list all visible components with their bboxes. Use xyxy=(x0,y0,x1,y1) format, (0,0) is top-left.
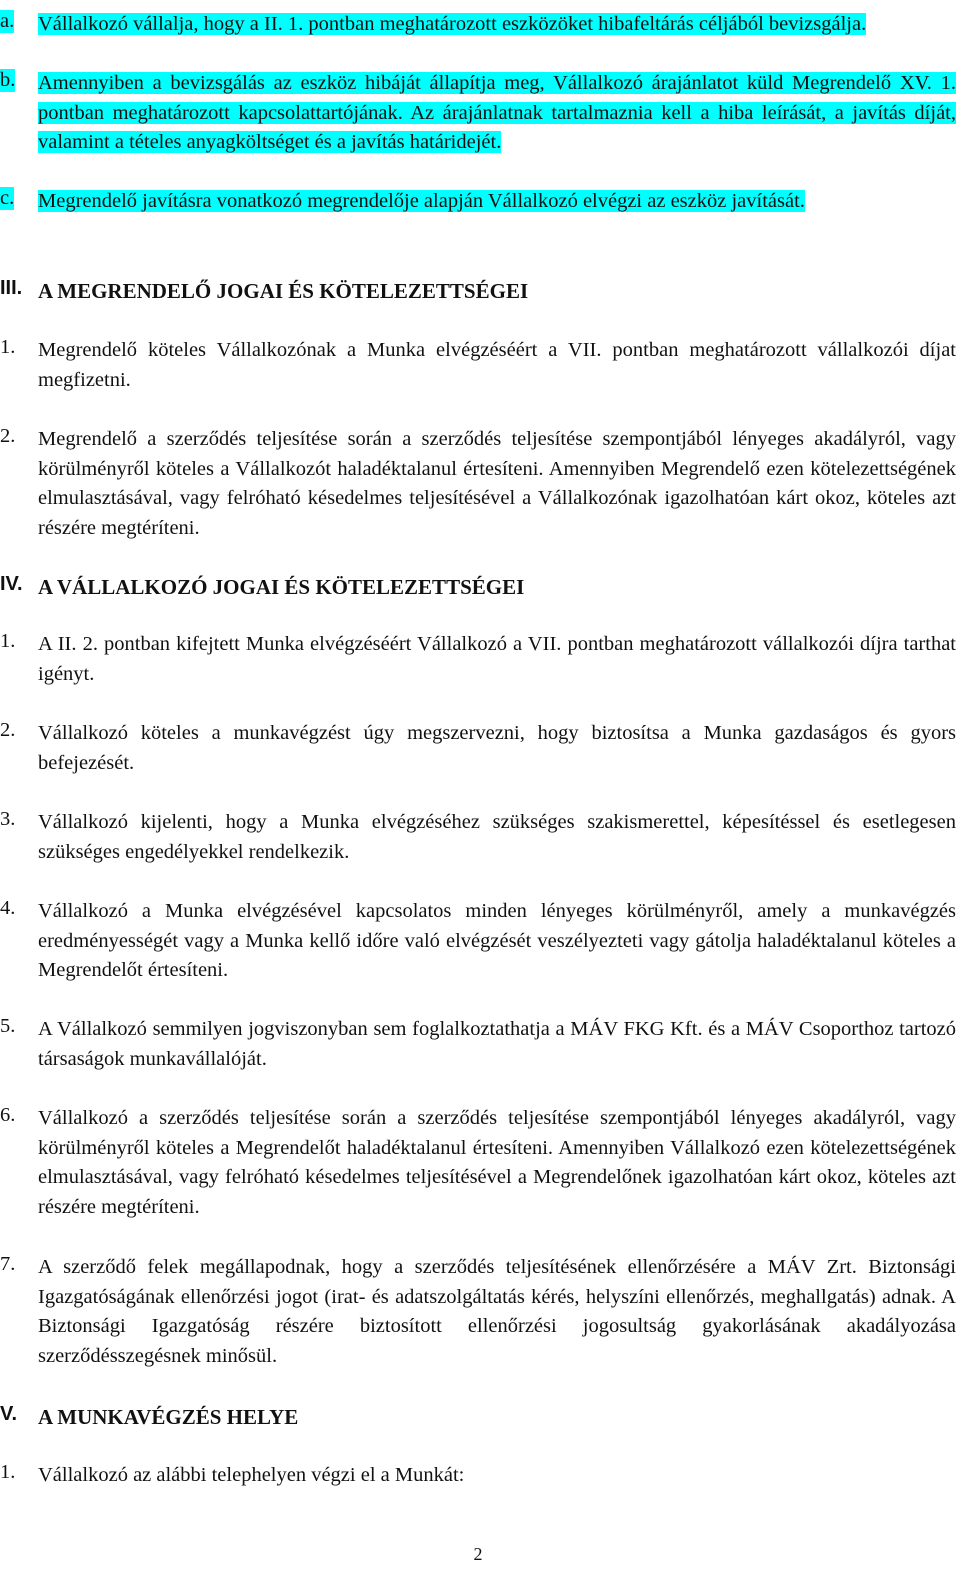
section-number: V. xyxy=(0,1403,18,1425)
list-item-text: Megrendelő javításra vonatkozó megrendelője alapján Vállalkozó elvégzi az eszköz javítását. xyxy=(38,190,805,212)
item-text: Vállalkozó a szerződés teljesítése során a szerződés teljesítése szempontjából lényeges akadályról, vagy körülményről köteles a Megrendelőt haladéktalanul értesíteni. Amennyiben Vállalkozó ezen kötelezettségének elmulasztásával, vagy felróható késedelmes teljesítésével a Megrendelőnek igazolhatóan kárt okoz, köteles azt részére megtéríteni. xyxy=(38,1107,956,1218)
numbered-item xyxy=(0,1015,956,1074)
item-text: Vállalkozó kijelenti, hogy a Munka elvégzéséhez szükséges szakismerettel, képesítéssel és esetlegesen szükséges engedélyekkel rendelkezik. xyxy=(38,811,956,863)
item-text: Vállalkozó a Munka elvégzésével kapcsolatos minden lényeges körülményről, amely a munkavégzés eredményességét vagy a Munka kellő időre való elvégzését veszélyezteti vagy gátolja haladéktalanul köteles a Megrendelőt értesíteni. xyxy=(38,900,956,981)
item-number: 1. xyxy=(0,1461,16,1483)
item-text: A II. 2. pontban kifejtett Munka elvégzéséért Vállalkozó a VII. pontban meghatározott vállalkozói díjra tarthat igényt. xyxy=(38,633,956,685)
item-text: A Vállalkozó semmilyen jogviszonyban sem foglalkoztathatja a MÁV FKG Kft. és a MÁV Csoporthoz tartozó társaságok munkavállalóját. xyxy=(38,1018,956,1070)
item-text: Vállalkozó az alábbi telephelyen végzi el a Munkát: xyxy=(38,1464,465,1486)
section-heading-3 xyxy=(0,277,956,307)
numbered-item xyxy=(0,808,956,867)
section-title: A MUNKAVÉGZÉS HELYE xyxy=(38,1405,299,1429)
item-number: 1. xyxy=(0,630,16,652)
list-marker: a. xyxy=(0,10,15,32)
list-marker: c. xyxy=(0,187,15,209)
numbered-item xyxy=(0,897,956,986)
section-heading-5 xyxy=(0,1403,956,1433)
item-text: A szerződő felek megállapodnak, hogy a szerződés teljesítésének ellenőrzésére a MÁV Zrt. Biztonsági Igazgatóságának ellenőrzési jogot (irat- és adatszolgáltatás kérés, helyszíni ellenőrzés, meghallgatás) adnak. A Biztonsági Igazgatóság részére biztosított ellenőrzési jogosultság gyakorlásának akadályozása szerződésszegésnek minősül. xyxy=(38,1256,956,1367)
numbered-item xyxy=(0,336,956,395)
item-number: 4. xyxy=(0,897,16,919)
section-title: A MEGRENDELŐ JOGAI ÉS KÖTELEZETTSÉGEI xyxy=(38,279,529,303)
numbered-item xyxy=(0,1461,956,1491)
numbered-item xyxy=(0,425,956,543)
list-item-a xyxy=(0,10,956,40)
item-number: 6. xyxy=(0,1104,16,1126)
list-item-text: Vállalkozó vállalja, hogy a II. 1. pontban meghatározott eszközöket hibafeltárás céljából bevizsgálja. xyxy=(38,13,867,35)
section-number: IV. xyxy=(0,573,23,595)
item-number: 5. xyxy=(0,1015,16,1037)
list-item-text: Amennyiben a bevizsgálás az eszköz hibáját állapítja meg, Vállalkozó árajánlatot küld Megrendelő XV. 1. pontban meghatározott kapcsolattartójának. Az árajánlatnak tartalmaznia kell a hiba leírását, a javítás díját, valamint a tételes anyagköltséget és a javítás határidejét. xyxy=(38,72,956,153)
list-marker: b. xyxy=(0,69,16,91)
numbered-item xyxy=(0,719,956,778)
item-number: 2. xyxy=(0,719,16,741)
numbered-item xyxy=(0,1253,956,1371)
item-number: 7. xyxy=(0,1253,16,1275)
page-number: 2 xyxy=(473,1544,483,1564)
section-number: III. xyxy=(0,277,23,299)
item-text: Megrendelő köteles Vállalkozónak a Munka elvégzéséért a VII. pontban meghatározott vállalkozói díjat megfizetni. xyxy=(38,339,956,391)
item-text: Vállalkozó köteles a munkavégzést úgy megszervezni, hogy biztosítsa a Munka gazdaságos és gyors befejezését. xyxy=(38,722,956,774)
numbered-item xyxy=(0,630,956,689)
item-number: 2. xyxy=(0,425,16,447)
list-item-b xyxy=(0,69,956,158)
item-text: Megrendelő a szerződés teljesítése során a szerződés teljesítése szempontjából lényeges akadályról, vagy körülményről köteles a Vállalkozót haladéktalanul értesíteni. Amennyiben Megrendelő ezen kötelezettségének elmulasztásával, vagy felróható késedelmes teljesítésével a Vállalkozónak igazolhatóan kárt okoz, köteles azt részére megtéríteni. xyxy=(38,428,956,539)
item-number: 1. xyxy=(0,336,16,358)
numbered-item xyxy=(0,1104,956,1222)
item-number: 3. xyxy=(0,808,16,830)
section-title: A VÁLLALKOZÓ JOGAI ÉS KÖTELEZETTSÉGEI xyxy=(38,575,525,599)
list-item-c xyxy=(0,187,956,217)
section-heading-4 xyxy=(0,573,956,603)
